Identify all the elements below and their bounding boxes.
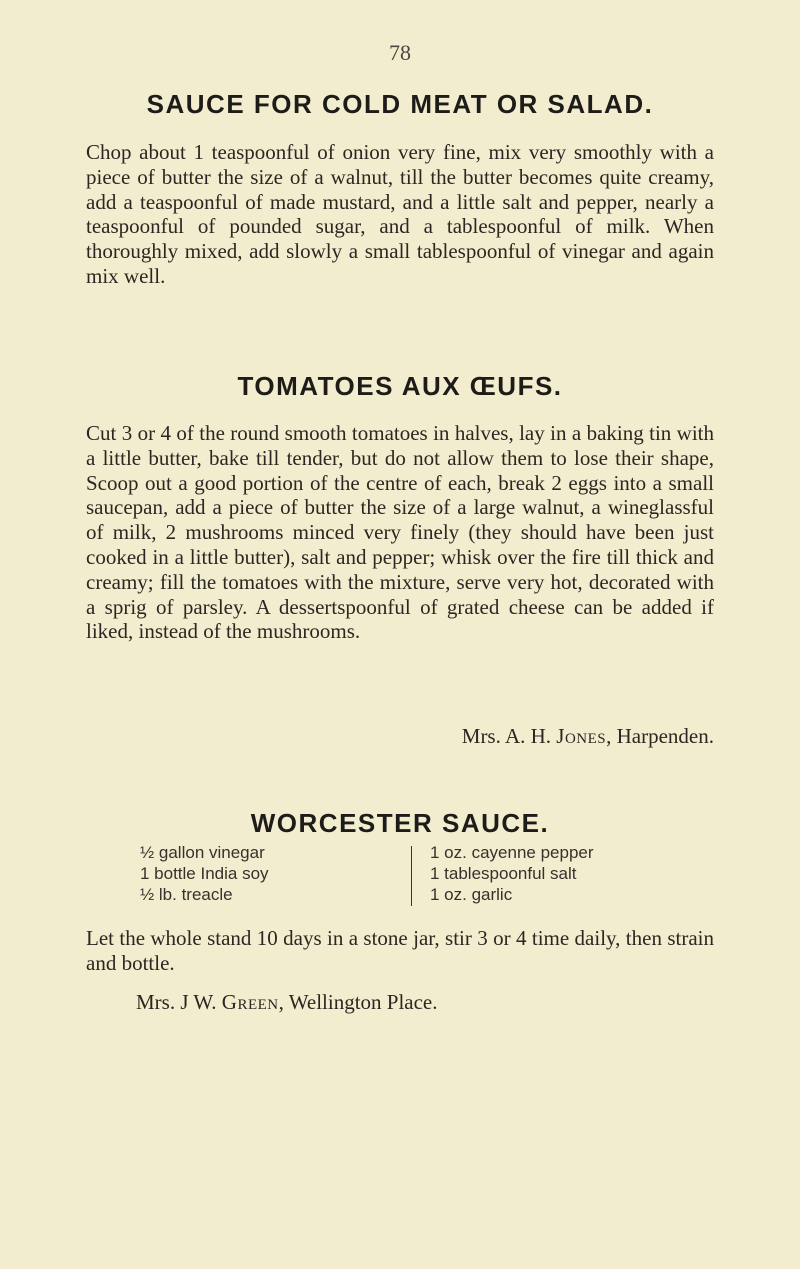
recipe-body-tomatoes-aux-oeufs: Cut 3 or 4 of the round smooth tomatoes in halves, lay in a baking tin with a little butter, bake till tender, but do not allow them to lose their shape, Scoop out a good portion of the centre of each, break 2 eggs into a small saucepan, add a piece of butter the size of a large walnut, a wineglassful of milk, 2 mushrooms minced very finely (they should have been just cooked in a little butter), salt and pepper; whisk over the fire till thick and creamy; fill the tomatoes with the mixture, serve very hot, decorated with a sprig of parsley. A dessertspoonful of grated cheese can be added if liked, instead of the mushrooms. — [86, 421, 714, 644]
signature-place: , Harpenden. — [606, 724, 714, 748]
section-title-tomatoes-aux-oeufs: TOMATOES AUX ŒUFS. — [237, 371, 563, 401]
ingredient-item: 1 oz. garlic — [430, 885, 513, 904]
ingredients-right-column — [430, 842, 680, 905]
signature-place: , Wellington Place. — [278, 990, 438, 1014]
signature-prefix: Mrs. J W. — [136, 990, 217, 1014]
column-divider — [411, 846, 412, 906]
signature-name: Green — [221, 990, 279, 1014]
recipe-body-sauce-cold-meat: Chop about 1 teaspoonful of onion very fine, mix very smoothly with a piece of butter the size of a walnut, till the butter becomes quite creamy, add a teaspoonful of made mustard, and a little salt and pepper, nearly a teaspoonful of pounded sugar, and a tablespoonful of milk. When thoroughly mixed, add slowly a small tablespoonful of vinegar and again mix well. — [86, 140, 714, 288]
section-title-worcester-sauce: WORCESTER SAUCE. — [250, 808, 550, 838]
signature-prefix: Mrs. A. H. — [461, 724, 552, 748]
recipe-body-worcester-sauce: Let the whole stand 10 days in a stone jar, stir 3 or 4 time daily, then strain and bottle. — [86, 926, 714, 975]
ingredient-item: 1 tablespoonful salt — [430, 864, 577, 883]
signature-name: Jones — [556, 724, 607, 748]
ingredient-item: ½ gallon vinegar — [140, 843, 265, 862]
section-title-sauce-cold-meat: SAUCE FOR COLD MEAT OR SALAD. — [146, 89, 654, 119]
ingredient-item: 1 bottle India soy — [140, 864, 269, 883]
ingredient-item: 1 oz. cayenne pepper — [430, 843, 594, 862]
page-number: 78 — [389, 40, 411, 65]
recipe-signature-jones — [86, 724, 714, 749]
ingredient-item: ½ lb. treacle — [140, 885, 233, 904]
ingredients-left-column — [140, 842, 390, 905]
ingredients-table — [140, 842, 660, 922]
recipe-signature-green — [86, 990, 714, 1015]
